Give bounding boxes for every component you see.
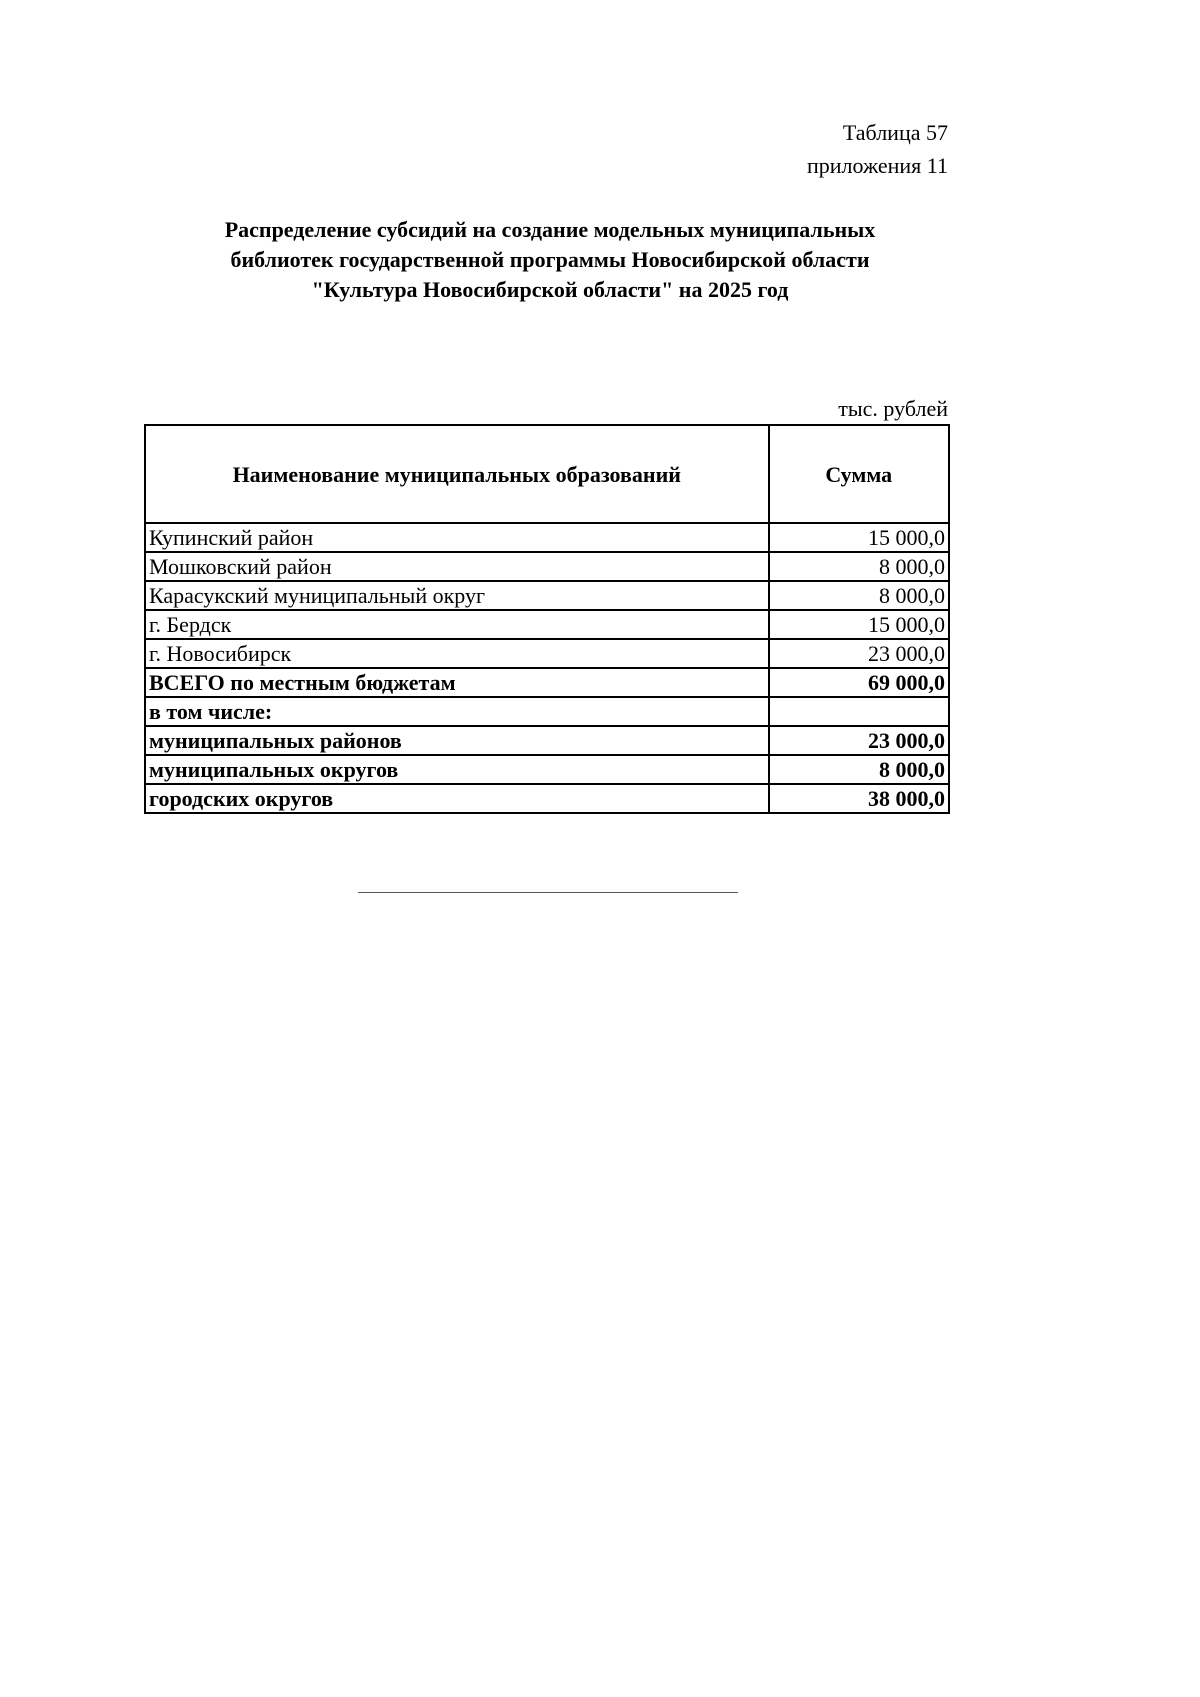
row-amount: 8 000,0 bbox=[769, 581, 950, 610]
row-name: г. Бердск bbox=[145, 610, 769, 639]
row-amount: 8 000,0 bbox=[769, 755, 950, 784]
document-title bbox=[120, 215, 980, 305]
row-amount: 15 000,0 bbox=[769, 523, 950, 552]
row-name: муниципальных районов bbox=[145, 726, 769, 755]
table-number: Таблица 57 bbox=[842, 120, 948, 145]
subtotal-row bbox=[145, 755, 949, 784]
end-divider bbox=[358, 892, 738, 893]
row-name: муниципальных округов bbox=[145, 755, 769, 784]
row-amount: 8 000,0 bbox=[769, 552, 950, 581]
row-amount: 15 000,0 bbox=[769, 610, 950, 639]
row-name: Мошковский район bbox=[145, 552, 769, 581]
total-row bbox=[145, 668, 949, 697]
row-name: Карасукский муниципальный округ bbox=[145, 581, 769, 610]
units-label: тыс. рублей bbox=[838, 396, 948, 421]
row-amount bbox=[769, 697, 950, 726]
subtotal-row bbox=[145, 726, 949, 755]
table-row bbox=[145, 639, 949, 668]
row-name: в том числе: bbox=[145, 697, 769, 726]
header-amount: Сумма bbox=[769, 425, 950, 523]
table-row bbox=[145, 581, 949, 610]
table-row bbox=[145, 523, 949, 552]
title-line-2: библиотек государственной программы Новосибирской области bbox=[230, 247, 870, 272]
header-name: Наименование муниципальных образований bbox=[145, 425, 769, 523]
row-amount: 23 000,0 bbox=[769, 726, 950, 755]
row-name: Купинский район bbox=[145, 523, 769, 552]
row-name: ВСЕГО по местным бюджетам bbox=[145, 668, 769, 697]
row-name: г. Новосибирск bbox=[145, 639, 769, 668]
row-name: городских округов bbox=[145, 784, 769, 813]
subsidy-table bbox=[144, 424, 950, 814]
table-header-row bbox=[145, 425, 949, 523]
subtotal-heading-row bbox=[145, 697, 949, 726]
table-row bbox=[145, 610, 949, 639]
appendix-number: приложения 11 bbox=[806, 153, 948, 178]
title-line-3: "Культура Новосибирской области" на 2025 год bbox=[311, 277, 789, 302]
subtotal-row bbox=[145, 784, 949, 813]
row-amount: 23 000,0 bbox=[769, 639, 950, 668]
row-amount: 69 000,0 bbox=[769, 668, 950, 697]
row-amount: 38 000,0 bbox=[769, 784, 950, 813]
table-row bbox=[145, 552, 949, 581]
title-line-1: Распределение субсидий на создание модельных муниципальных bbox=[224, 217, 876, 242]
